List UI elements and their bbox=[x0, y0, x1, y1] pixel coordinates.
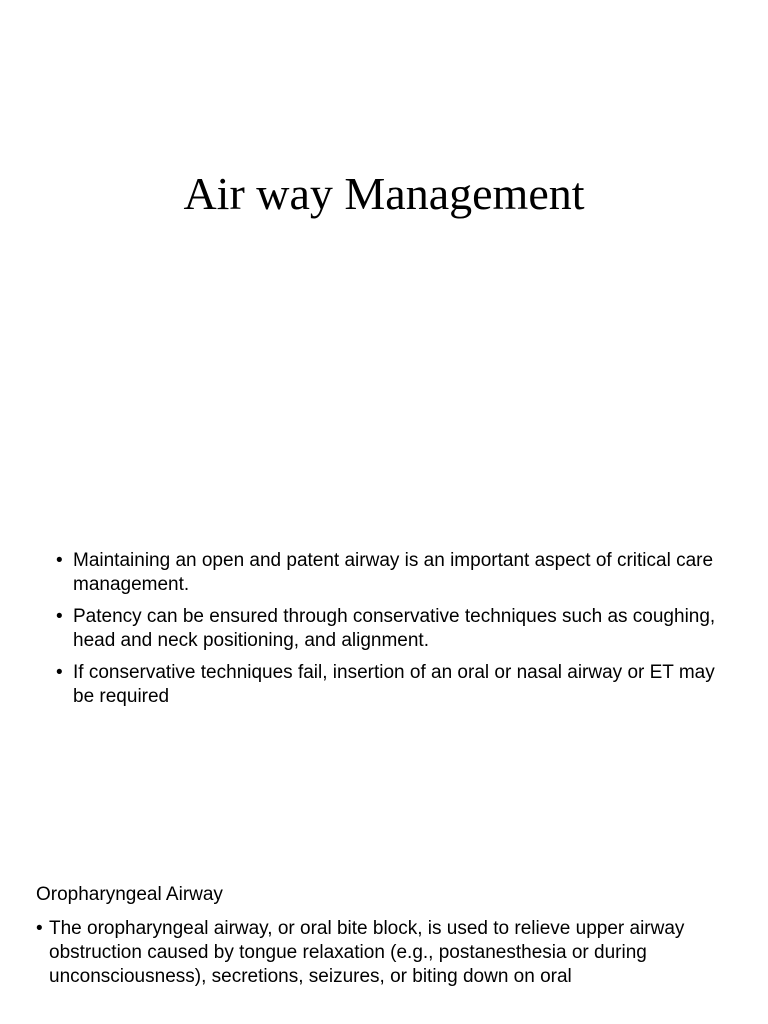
bullet-icon: • bbox=[36, 918, 43, 939]
section-bullet-list bbox=[36, 917, 716, 989]
bullet-icon: • bbox=[56, 550, 63, 571]
bullet-icon: • bbox=[56, 606, 63, 627]
oropharyngeal-section bbox=[36, 883, 716, 997]
bullet-text: Maintaining an open and patent airway is an important aspect of critical care management. bbox=[73, 550, 714, 595]
list-item bbox=[56, 605, 716, 653]
bullet-icon: • bbox=[56, 662, 63, 683]
slide-title: Air way Management bbox=[183, 168, 585, 219]
bullet-text: The oropharyngeal airway, or oral bite block, is used to relieve upper airway obstruction caused by tongue relaxation (e.g., postanesthesia or during unconsciousness), secretions, seizures, or biting down on oral bbox=[49, 918, 685, 987]
list-item bbox=[56, 549, 716, 597]
bullet-list bbox=[56, 549, 716, 717]
list-item bbox=[36, 917, 716, 989]
list-item bbox=[56, 661, 716, 709]
section-heading: Oropharyngeal Airway bbox=[36, 884, 223, 905]
bullet-text: Patency can be ensured through conservative techniques such as coughing, head and neck positioning, and alignment. bbox=[73, 606, 716, 651]
bullet-text: If conservative techniques fail, insertion of an oral or nasal airway or ET may be required bbox=[73, 662, 715, 707]
